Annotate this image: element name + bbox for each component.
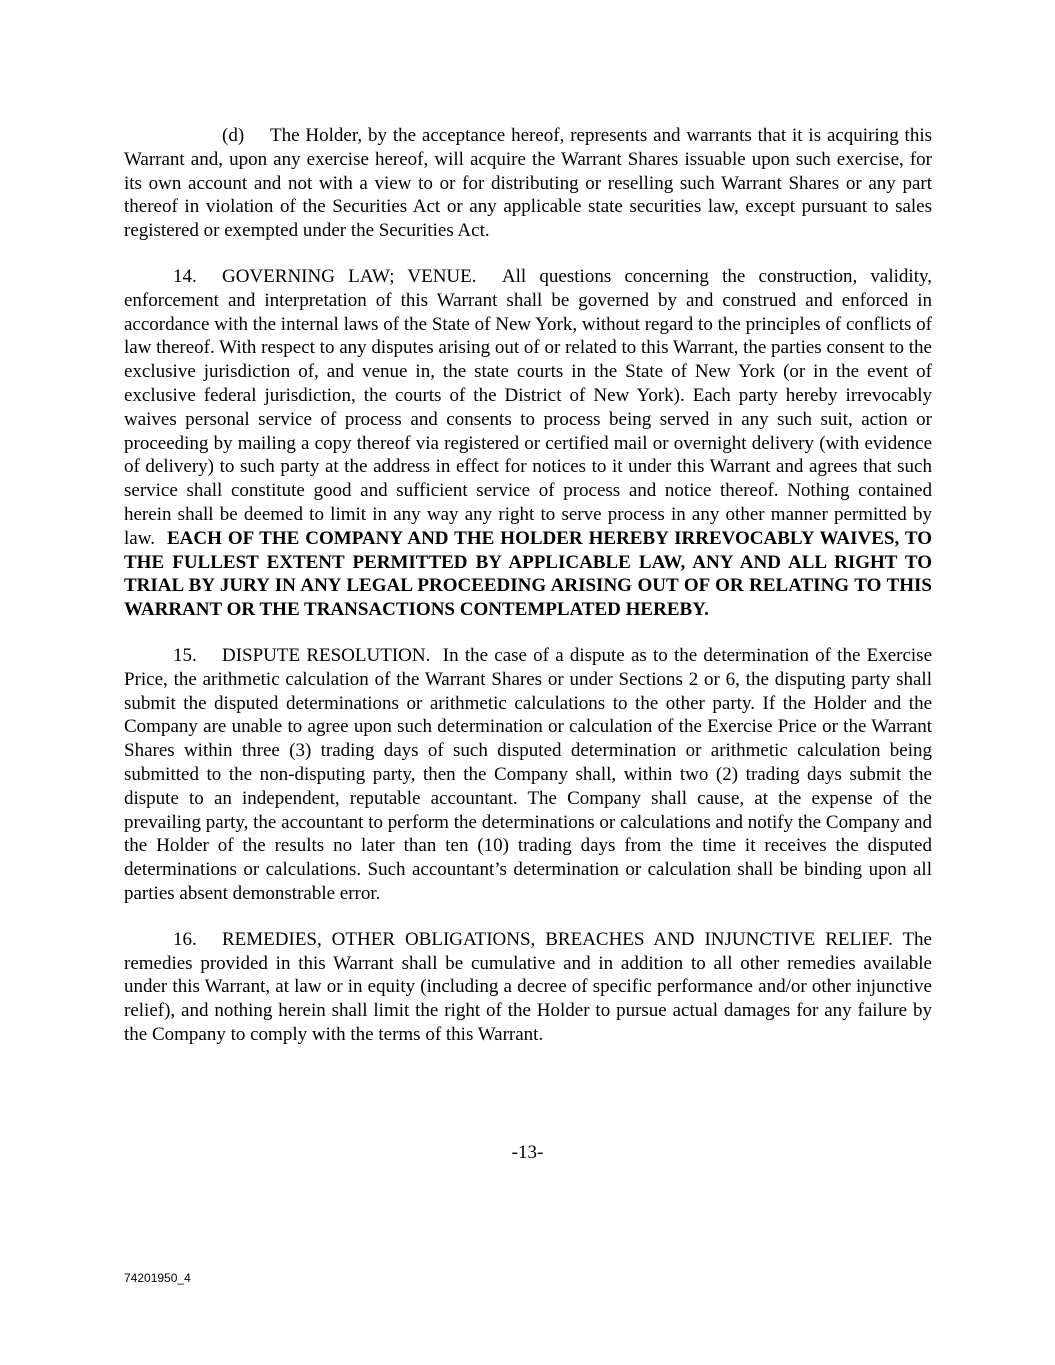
page-number: -13- [511, 1142, 544, 1163]
section-15-text: In the case of a dispute as to the determination of the Exercise Price, the arithmetic calculation of the Warrant Shares or under Sections 2 or 6, the disputing party shall submit the disputed determinations or arithmetic calculations to the other party. If the Holder and the Company are unable to agree upon such determination or calculation of the Exercise Price or the Warrant Shares within three (3) trading days of such disputed determination or arithmetic calculation being submitted to the non-disputing party, then the Company shall, within two (2) trading days submit the dispute to an independent, reputable accountant. The Company shall cause, at the expense of the prevailing party, the accountant to perform the determinations or calculations and notify the Company and the Holder of the results no later than ten (10) trading days from the time it receives the disputed determinations or calculations. Such accountant’s determination or calculation shall be binding upon all parties absent demonstrable error. [124, 644, 933, 904]
section-15 [124, 644, 932, 906]
paragraph-d-label: (d) [222, 125, 245, 146]
paragraph-d [124, 124, 932, 243]
section-16-text: The remedies provided in this Warrant shall be cumulative and in addition to all other remedies available under this Warrant, at law or in equity (including a decree of specific performance and/or other injunctive relief), and nothing herein shall limit the right of the Holder to pursue actual damages for any failure by the Company to comply with the terms of this Warrant. [124, 928, 932, 1045]
section-14-text: All questions concerning the construction, validity, enforcement and interpretation of this Warrant shall be governed by and construed and enforced in accordance with the internal laws of the State of New York, without regard to the principles of conflicts of law thereof. With respect to any disputes arising out of or related to this Warrant, the parties consent to the exclusive jurisdiction of, and venue in, the state courts in the State of New York (or in the event of exclusive federal jurisdiction, the courts of the District of New York). Each party hereby irrevocably waives personal service of process and consents to process being served in any such suit, action or proceeding by mailing a copy thereof via registered or certified mail or overnight delivery (with evidence of delivery) to such party at the address in effect for notices to it under this Warrant and agrees that such service shall constitute good and sufficient service of process and notice thereof. Nothing contained herein shall be deemed to limit in any way any right to serve process in any other manner permitted by law. [124, 265, 932, 549]
section-16-heading: REMEDIES, OTHER OBLIGATIONS, BREACHES AND INJUNCTIVE RELIEF. [222, 928, 893, 950]
section-16-number: 16. [173, 928, 197, 950]
section-14 [124, 265, 932, 622]
section-14-jury-waiver: EACH OF THE COMPANY AND THE HOLDER HEREBY IRREVOCABLY WAIVES, TO THE FULLEST EXTENT PERMITTED BY APPLICABLE LAW, ANY AND ALL RIGHT TO TRIAL BY JURY IN ANY LEGAL PROCEEDING ARISING OUT OF OR RELATING TO THIS WARRANT OR THE TRANSACTIONS CONTEMPLATED HEREBY. [124, 527, 932, 621]
document-body [124, 124, 932, 1069]
section-14-number: 14. [173, 265, 197, 287]
section-15-heading: DISPUTE RESOLUTION. [222, 644, 431, 666]
paragraph-d-text: The Holder, by the acceptance hereof, represents and warrants that it is acquiring this Warrant and, upon any exercise hereof, will acquire the Warrant Shares issuable upon such exercise, for its own account and not with a view to or for distributing or reselling such Warrant Shares or any part thereof in violation of the Securities Act or any applicable state securities law, except pursuant to sales registered or exempted under the Securities Act. [124, 125, 932, 242]
section-15-number: 15. [173, 644, 197, 666]
document-id: 74201950_4 [124, 1271, 191, 1285]
section-16 [124, 928, 932, 1047]
section-14-heading: GOVERNING LAW; VENUE. [222, 265, 477, 287]
